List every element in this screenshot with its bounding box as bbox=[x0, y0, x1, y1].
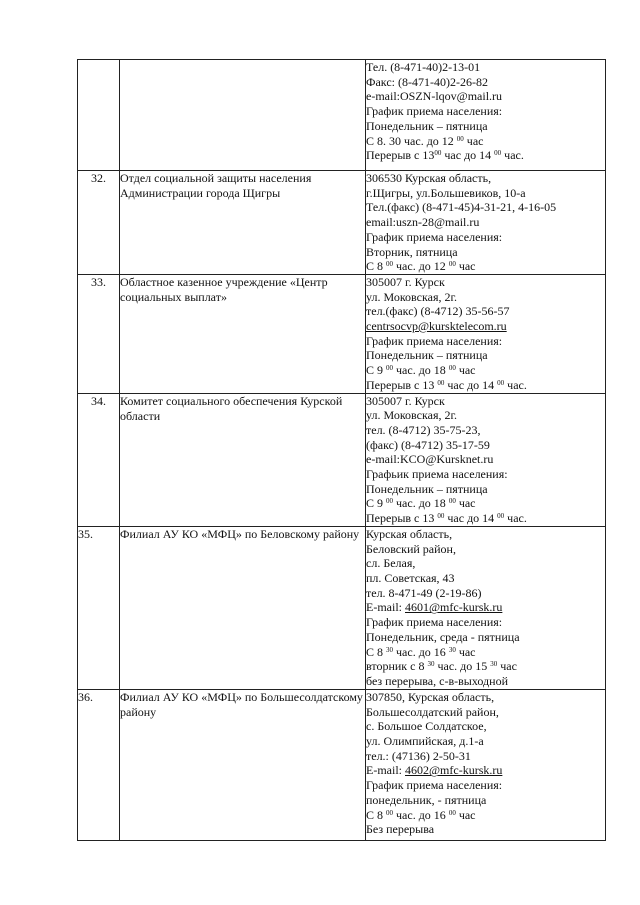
row-number: 33. bbox=[78, 274, 120, 393]
contact-text: час до 14 bbox=[441, 148, 495, 163]
contact-text: График приема населения: bbox=[366, 615, 503, 630]
contact-line bbox=[366, 186, 605, 201]
contact-line bbox=[366, 482, 605, 497]
contact-line bbox=[366, 690, 605, 705]
contact-text: centrsocvp@kursktelecom.ru bbox=[366, 319, 507, 334]
institutions-table bbox=[77, 59, 606, 841]
contact-line bbox=[366, 778, 605, 793]
contact-info bbox=[366, 526, 606, 689]
contact-text: Вторник, пятница bbox=[366, 244, 458, 259]
contact-text: час. bbox=[504, 511, 527, 526]
contact-text: email:uszn-28@mail.ru bbox=[366, 215, 480, 230]
contact-line bbox=[366, 586, 605, 601]
contact-text: тел. (8-4712) 35-75-23, bbox=[366, 422, 481, 437]
contact-line bbox=[366, 89, 605, 104]
contact-text: 306530 Курская область, bbox=[366, 171, 492, 185]
contact-text: час bbox=[497, 659, 517, 674]
contact-line bbox=[366, 319, 605, 334]
institution-name: Филиал АУ КО «МФЦ» по Большесолдатскому району bbox=[120, 689, 366, 840]
contact-text: Курская область, bbox=[366, 526, 453, 541]
contact-line bbox=[366, 438, 605, 453]
contact-text: г.Щигры, ул.Большевиков, 10-а bbox=[366, 185, 526, 200]
contact-line bbox=[366, 119, 605, 134]
contact-line bbox=[366, 104, 605, 119]
contact-text: С 8 bbox=[366, 259, 387, 274]
contact-text: С 8. 30 час. до 12 bbox=[366, 133, 457, 148]
contact-text: час. bbox=[501, 148, 524, 163]
contact-text: e-mail:OSZN-lqov@mail.ru bbox=[366, 89, 503, 104]
institution-name: Отдел социальной защиты населения Администрации города Щигры bbox=[120, 171, 366, 275]
contact-line bbox=[366, 394, 605, 409]
contact-line bbox=[366, 423, 605, 438]
contact-text: час. bbox=[504, 377, 527, 392]
contact-line bbox=[366, 245, 605, 260]
contact-text: час. до 16 bbox=[393, 644, 449, 659]
time-minutes: 00 bbox=[448, 497, 456, 506]
contact-line bbox=[366, 645, 605, 660]
table-row bbox=[78, 393, 606, 526]
contact-text: час bbox=[455, 644, 476, 659]
contact-text: тел. 8-471-49 (2-19-86) bbox=[366, 585, 482, 600]
contact-text: Понедельник – пятница bbox=[366, 481, 488, 496]
contact-line bbox=[366, 275, 605, 290]
contact-line bbox=[366, 496, 605, 511]
contact-text: 4601@mfc-kursk.ru bbox=[405, 600, 503, 615]
contact-text: Тел.(факс) (8-471-45)4-31-21, 4-16-05 bbox=[366, 200, 557, 215]
time-minutes: 00 bbox=[386, 364, 394, 373]
institution-name: Областное казенное учреждение «Центр социальных выплат» bbox=[120, 274, 366, 393]
time-minutes: 00 bbox=[497, 512, 505, 521]
time-minutes: 00 bbox=[494, 149, 502, 158]
time-minutes: 00 bbox=[386, 808, 394, 817]
contact-text: Понедельник – пятница bbox=[366, 118, 488, 133]
contact-line bbox=[366, 334, 605, 349]
contact-text: час. до 12 bbox=[393, 259, 449, 274]
contact-text: час bbox=[455, 807, 476, 822]
contact-text: ул. Моковская, 2г. bbox=[366, 408, 458, 423]
time-minutes: 00 bbox=[456, 134, 464, 143]
contact-line bbox=[366, 200, 605, 215]
table-row bbox=[78, 171, 606, 275]
contact-line bbox=[366, 793, 605, 808]
contact-info bbox=[366, 60, 606, 171]
contact-line bbox=[366, 556, 605, 571]
contact-text: час до 14 bbox=[444, 511, 498, 526]
contact-line bbox=[366, 674, 605, 689]
contact-info bbox=[366, 274, 606, 393]
contact-line bbox=[366, 659, 605, 674]
contact-text: тел.: (47136) 2-50-31 bbox=[366, 748, 471, 763]
contact-text: 4602@mfc-kursk.ru bbox=[405, 763, 503, 778]
row-number: 36. bbox=[78, 689, 120, 840]
contact-line bbox=[366, 615, 605, 630]
contact-text: Большесолдатский район, bbox=[366, 704, 499, 719]
contact-text: E-mail: bbox=[366, 600, 405, 615]
contact-line bbox=[366, 304, 605, 319]
contact-line bbox=[366, 378, 605, 393]
time-minutes: 00 bbox=[437, 378, 445, 387]
contact-text: ул. Олимпийская, д.1-а bbox=[366, 733, 484, 748]
contact-line bbox=[366, 290, 605, 305]
contact-text: час. до 18 bbox=[393, 363, 449, 378]
contact-line bbox=[366, 134, 605, 149]
time-minutes: 30 bbox=[386, 645, 394, 654]
contact-line bbox=[366, 527, 605, 542]
time-minutes: 00 bbox=[448, 808, 456, 817]
contact-text: ул. Моковская, 2г. bbox=[366, 289, 458, 304]
contact-text: с. Большое Солдатское, bbox=[366, 719, 487, 734]
time-minutes: 00 bbox=[386, 497, 394, 506]
contact-text: Факс: (8-471-40)2-26-82 bbox=[366, 74, 488, 89]
contact-text: Без перерыва bbox=[366, 822, 435, 837]
contact-line bbox=[366, 808, 605, 823]
contact-text: Перерыв с 13 bbox=[366, 377, 438, 392]
contact-text: час bbox=[455, 259, 476, 274]
contact-text: График приема населения: bbox=[366, 229, 503, 244]
contact-text: сл. Белая, bbox=[366, 556, 416, 571]
contact-line bbox=[366, 467, 605, 482]
table-body bbox=[78, 60, 606, 841]
contact-line bbox=[366, 348, 605, 363]
contact-text: e-mail:KCO@Kursknet.ru bbox=[366, 452, 494, 467]
contact-line bbox=[366, 75, 605, 90]
contact-line bbox=[366, 511, 605, 526]
contact-text: тел.(факс) (8-4712) 35-56-57 bbox=[366, 304, 510, 319]
contact-text: Понедельник, среда - пятница bbox=[366, 629, 520, 644]
table-row bbox=[78, 526, 606, 689]
contact-info bbox=[366, 171, 606, 275]
table-row bbox=[78, 60, 606, 171]
time-minutes: 00 bbox=[448, 364, 456, 373]
contact-line bbox=[366, 571, 605, 586]
contact-text: без перерыва, с-в-выходной bbox=[366, 673, 508, 688]
contact-text: час до 14 bbox=[444, 377, 498, 392]
contact-text: График приема населения: bbox=[366, 333, 503, 348]
contact-line bbox=[366, 542, 605, 557]
time-minutes: 00 bbox=[497, 378, 505, 387]
contact-line bbox=[366, 171, 605, 186]
institution-name: Комитет социального обеспечения Курской области bbox=[120, 393, 366, 526]
contact-line bbox=[366, 408, 605, 423]
contact-text: Графьик приема населения: bbox=[366, 467, 508, 482]
contact-text: понедельник, - пятница bbox=[366, 792, 487, 807]
row-number: 34. bbox=[78, 393, 120, 526]
time-minutes: 00 bbox=[437, 512, 445, 521]
time-minutes: 30 bbox=[427, 660, 435, 669]
contact-line bbox=[366, 452, 605, 467]
contact-text: С 9 bbox=[366, 363, 387, 378]
contact-text: График приема населения: bbox=[366, 104, 503, 119]
contact-text: Тел. (8-471-40)2-13-01 bbox=[366, 60, 481, 74]
contact-line bbox=[366, 148, 605, 163]
contact-text: час bbox=[455, 363, 476, 378]
contact-line bbox=[366, 600, 605, 615]
contact-text: Перерыв с 13 bbox=[366, 148, 435, 163]
contact-text: 305007 г. Курск bbox=[366, 393, 445, 408]
time-minutes: 30 bbox=[490, 660, 498, 669]
contact-text: 307850, Курская область, bbox=[366, 689, 495, 704]
contact-text: Беловский район, bbox=[366, 541, 456, 556]
contact-text: E-mail: bbox=[366, 763, 405, 778]
time-minutes: 00 bbox=[386, 260, 394, 269]
contact-line bbox=[366, 230, 605, 245]
contact-text: час bbox=[463, 133, 484, 148]
time-minutes: 00 bbox=[448, 260, 456, 269]
contact-text: час. до 15 bbox=[434, 659, 491, 674]
table-row bbox=[78, 689, 606, 840]
contact-line bbox=[366, 259, 605, 274]
contact-text: вторник с 8 bbox=[366, 659, 428, 674]
contact-line bbox=[366, 705, 605, 720]
contact-text: Перерыв с 13 bbox=[366, 511, 438, 526]
row-number: 32. bbox=[78, 171, 120, 275]
time-minutes: 00 bbox=[434, 149, 442, 158]
contact-text: (факс) (8-4712) 35-17-59 bbox=[366, 437, 490, 452]
contact-text: Понедельник – пятница bbox=[366, 348, 488, 363]
table-row bbox=[78, 274, 606, 393]
contact-text: час. до 18 bbox=[393, 496, 449, 511]
contact-line bbox=[366, 630, 605, 645]
contact-line bbox=[366, 763, 605, 778]
contact-info bbox=[366, 393, 606, 526]
institution-name: Филиал АУ КО «МФЦ» по Беловскому району bbox=[120, 526, 366, 689]
contact-info bbox=[366, 689, 606, 840]
contact-text: График приема населения: bbox=[366, 778, 503, 793]
time-minutes: 30 bbox=[448, 645, 456, 654]
contact-line bbox=[366, 215, 605, 230]
contact-text: С 8 bbox=[366, 807, 387, 822]
row-number: 35. bbox=[78, 526, 120, 689]
row-number bbox=[78, 60, 120, 171]
contact-line bbox=[366, 719, 605, 734]
contact-text: С 8 bbox=[366, 644, 387, 659]
contact-text: пл. Советская, 43 bbox=[366, 570, 455, 585]
contact-line bbox=[366, 749, 605, 764]
contact-text: час. до 16 bbox=[393, 807, 449, 822]
institution-name bbox=[120, 60, 366, 171]
contact-line bbox=[366, 822, 605, 837]
contact-line bbox=[366, 363, 605, 378]
contact-text: 305007 г. Курск bbox=[366, 274, 445, 289]
contact-line bbox=[366, 60, 605, 75]
contact-text: час bbox=[455, 496, 476, 511]
contact-text: С 9 bbox=[366, 496, 387, 511]
contact-line bbox=[366, 734, 605, 749]
